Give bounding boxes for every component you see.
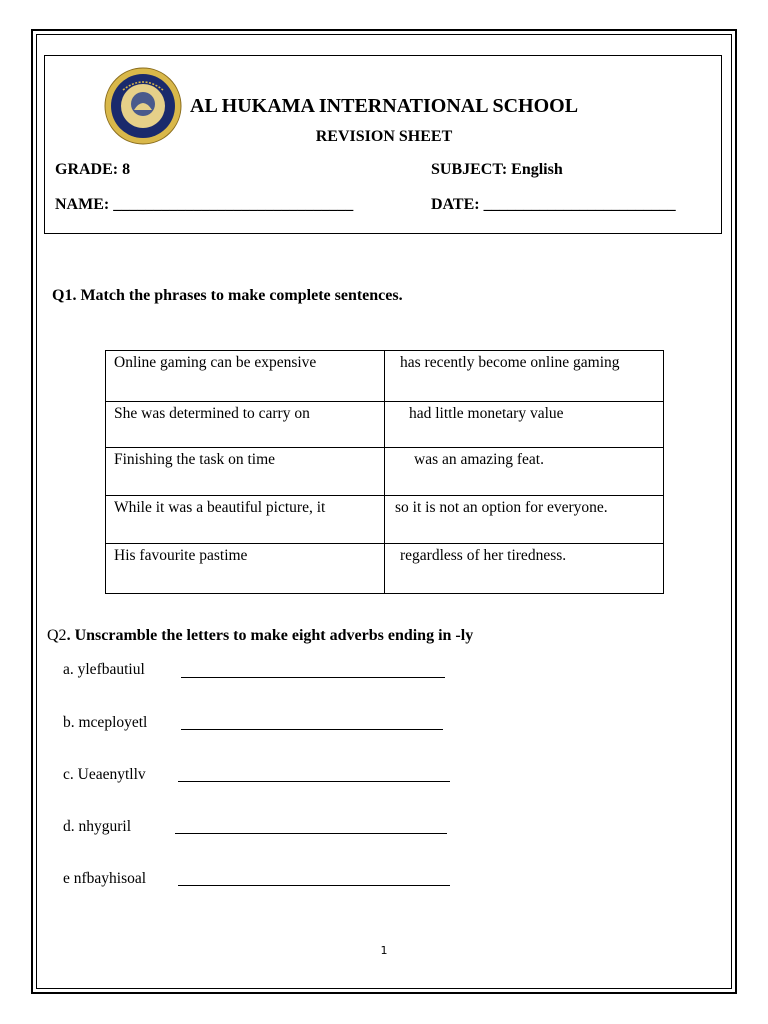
right-phrase[interactable]: so it is not an option for everyone. (385, 496, 664, 544)
answer-line[interactable] (178, 781, 450, 782)
scramble-word: e nfbayhisoal (63, 870, 147, 887)
subject-label: SUBJECT: English (431, 161, 563, 178)
table-row (106, 402, 664, 448)
sheet-title: REVISION SHEET (315, 128, 453, 145)
table-row (106, 496, 664, 544)
left-phrase[interactable]: Online gaming can be expensive (106, 351, 385, 402)
q2-instruction: . Unscramble the letters to make eight adverbs ending in -ly (66, 627, 474, 644)
grade-label: GRADE: 8 (55, 161, 131, 178)
q2-title (47, 627, 473, 645)
answer-line[interactable] (181, 729, 443, 730)
left-phrase[interactable]: While it was a beautiful picture, it (106, 496, 385, 544)
left-phrase[interactable]: She was determined to carry on (106, 402, 385, 448)
logo-year: 2002 (134, 129, 152, 139)
name-field[interactable]: NAME: ______________________________ (55, 196, 354, 213)
table-row (106, 544, 664, 594)
matching-table (105, 350, 664, 594)
table-row (106, 351, 664, 402)
q2-number: Q2 (47, 627, 67, 644)
scramble-word: c. Ueaenytllv (63, 766, 146, 783)
school-name: AL HUKAMA INTERNATIONAL SCHOOL (190, 95, 579, 117)
answer-line[interactable] (178, 885, 450, 886)
table-row (106, 448, 664, 496)
scramble-word: a. ylefbautiul (63, 661, 145, 678)
date-field[interactable]: DATE: ________________________ (431, 196, 676, 213)
q1-title: Q1. Match the phrases to make complete sentences. (52, 287, 403, 304)
page-number: 1 (380, 944, 388, 957)
right-phrase[interactable]: has recently become online gaming (385, 351, 664, 402)
right-phrase[interactable]: regardless of her tiredness. (385, 544, 664, 594)
right-phrase[interactable]: was an amazing feat. (385, 448, 664, 496)
scramble-word: b. mceployetl (63, 714, 148, 731)
right-phrase[interactable]: had little monetary value (385, 402, 664, 448)
answer-line[interactable] (181, 677, 445, 678)
left-phrase[interactable]: Finishing the task on time (106, 448, 385, 496)
answer-line[interactable] (175, 833, 447, 834)
scramble-word: d. nhyguril (63, 818, 132, 835)
left-phrase[interactable]: His favourite pastime (106, 544, 385, 594)
